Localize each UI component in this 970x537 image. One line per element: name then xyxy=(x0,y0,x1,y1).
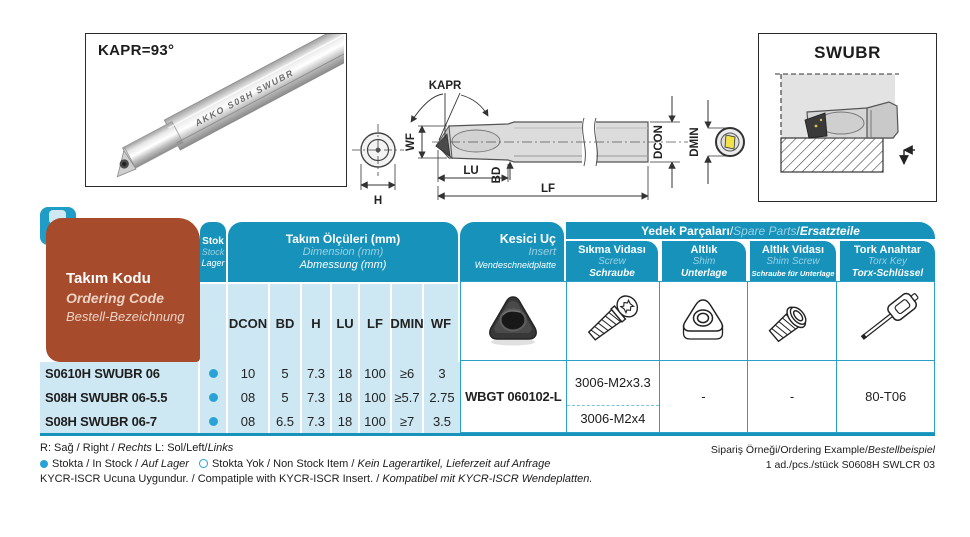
dim-wf-label: WF xyxy=(405,133,417,151)
ordering-example-line: 1 ad./pcs./stück S0608H SWLCR 03 xyxy=(765,459,935,471)
table-row xyxy=(40,409,460,433)
swubr-application-box xyxy=(758,33,937,202)
lu-value: 18 xyxy=(332,386,360,410)
spare-parts-header: Yedek Parçaları / Spare Parts / Ersatzteile xyxy=(566,222,935,239)
insert-photo xyxy=(461,282,566,361)
dim-kapr-label: KAPR xyxy=(428,80,462,92)
ordering-example xyxy=(535,443,935,473)
dcon-value: 10 xyxy=(228,362,270,386)
footnote-rl: R: Sağ / Right / Rechts L: Sol/Left/Links xyxy=(40,442,234,454)
screw-value-1: 3006-M2x3.3 xyxy=(574,375,651,391)
stock-cell xyxy=(200,409,228,433)
dim-col-lf: LF xyxy=(360,284,392,362)
shim-icon xyxy=(673,295,733,347)
wf-value: 3 xyxy=(438,366,446,382)
kapr-angle-label: KAPR=93° xyxy=(98,42,175,59)
stock-cell xyxy=(200,386,228,410)
shim-value: - xyxy=(701,389,706,404)
bd-value: 5 xyxy=(270,386,302,410)
ordering-example-title: Sipariş Örneği/Ordering Example/Bestellbeispiel xyxy=(710,444,935,456)
ordering-code-header-en: Ordering Code xyxy=(66,290,165,306)
shim-image-cell xyxy=(660,282,747,361)
screw-column xyxy=(567,282,661,432)
screw-icon xyxy=(582,292,644,350)
stock-cell xyxy=(200,362,228,386)
h-value: 7.3 xyxy=(302,386,332,410)
dim-col-bd: BD xyxy=(270,284,302,362)
tool-side-view xyxy=(432,118,688,166)
in-stock-dot-icon xyxy=(209,417,218,426)
shank-cross-section xyxy=(352,124,404,176)
dim-col-dcon: DCON xyxy=(228,284,270,362)
insert-column-header: Kesici Uç Insert Wendeschneidplatte xyxy=(460,222,564,282)
screw-column-header: Sıkma Vidası Screw Schraube xyxy=(566,241,658,282)
swubr-application-schematic xyxy=(767,68,927,194)
ordering-code-header xyxy=(46,218,200,362)
dim-col-dmin: DMIN xyxy=(392,284,424,362)
lf-value: 100 xyxy=(360,362,392,386)
insert-code: WBGT 060102-L xyxy=(465,389,562,404)
ordering-code-header-tr: Takım Kodu xyxy=(66,270,151,287)
shim-screw-image-cell xyxy=(748,282,837,361)
product-table xyxy=(40,207,935,439)
dimension-column-labels xyxy=(228,284,458,362)
dim-col-wf: WF xyxy=(430,315,452,331)
shim-column xyxy=(660,282,748,432)
table-row xyxy=(40,386,460,410)
table-row xyxy=(40,362,460,386)
footnote-compat: KYCR-ISCR Ucuna Uygundur. / Compatiple with KYCR-ISCR Insert. / Kompatibel mit KYCR-ISCR Wendeplatten. xyxy=(40,473,593,485)
dcon-value: 08 xyxy=(228,386,270,410)
technical-drawing xyxy=(348,78,758,216)
shim-screw-value: - xyxy=(789,389,795,404)
lu-value: 18 xyxy=(332,409,360,433)
lf-value: 100 xyxy=(360,409,392,433)
in-stock-dot-icon xyxy=(209,393,218,402)
shim-screw-column-header: Altlık Vidası Shim Screw Schraube für Unterlage xyxy=(750,241,836,282)
dcon-value: 08 xyxy=(228,409,270,433)
tool-code: S0610H SWUBR 06 xyxy=(40,362,200,386)
table-bottom-rule xyxy=(40,433,935,436)
dmin-value: ≥7 xyxy=(392,409,424,433)
wf-value: 3.5 xyxy=(432,413,452,429)
shim-column-header: Altlık Shim Unterlage xyxy=(662,241,746,282)
in-stock-dot-icon xyxy=(209,369,218,378)
dimensions-header: Takım Ölçüleri (mm) Dimension (mm) Abmessung (mm) xyxy=(228,222,458,282)
in-stock-dot-icon xyxy=(40,460,48,468)
torx-key-column xyxy=(837,282,934,432)
dim-h-label: H xyxy=(373,195,383,207)
dmin-value: ≥6 xyxy=(392,362,424,386)
shim-screw-column xyxy=(748,282,838,432)
tool-code: S08H SWUBR 06-5.5 xyxy=(40,386,200,410)
torx-key-image-cell xyxy=(837,282,934,361)
stock-spacer-cell xyxy=(200,284,226,362)
tool-code: S08H SWUBR 06-7 xyxy=(40,409,200,433)
dim-lu-label: LU xyxy=(463,165,479,177)
non-stock-ring-icon xyxy=(199,459,208,468)
insert-and-spares-region xyxy=(460,281,935,433)
lu-value: 18 xyxy=(332,362,360,386)
table-rows xyxy=(40,362,460,433)
screw-image-cell xyxy=(567,282,660,361)
screw-values xyxy=(567,361,660,432)
dim-col-lu: LU xyxy=(332,284,360,362)
dim-lf-label: LF xyxy=(540,183,556,195)
footnote-stock: Stokta / In Stock / Auf Lager Stokta Yok / Non Stock Item / Kein Lagerartikel, Lieferzeit auf Anfrage xyxy=(40,457,592,473)
ordering-code-header-de: Bestell-Bezeichnung xyxy=(66,309,185,324)
stock-column-header: Stok Stock Lager xyxy=(200,222,226,282)
swubr-title: SWUBR xyxy=(814,43,881,62)
dim-dcon-label: DCON xyxy=(653,125,665,159)
dmin-value: ≥5.7 xyxy=(392,386,424,410)
torx-key-column-header: Tork Anahtar Torx Key Torx-Schlüssel xyxy=(840,241,935,282)
product-photo-box xyxy=(85,33,347,187)
dim-dmin-label: DMIN xyxy=(689,127,701,157)
dim-col-h: H xyxy=(302,284,332,362)
screw-value-2: 3006-M2x4 xyxy=(567,405,660,432)
shim-screw-icon xyxy=(763,293,821,349)
wf-value: 2.75 xyxy=(429,390,455,405)
insert-column xyxy=(461,282,567,432)
lf-value: 100 xyxy=(360,386,392,410)
insert-image xyxy=(477,291,549,351)
bd-value: 6.5 xyxy=(270,409,302,433)
bar-engraving-text: AKKO S08H SWUBR xyxy=(193,67,296,129)
h-value: 7.3 xyxy=(302,362,332,386)
bd-value: 5 xyxy=(270,362,302,386)
torx-key-icon xyxy=(853,292,919,350)
torx-key-value: 80-T06 xyxy=(865,389,907,404)
dim-bd-label: BD xyxy=(491,166,503,184)
footnotes xyxy=(40,441,592,488)
bore-end-view xyxy=(716,128,744,156)
h-value: 7.3 xyxy=(302,409,332,433)
